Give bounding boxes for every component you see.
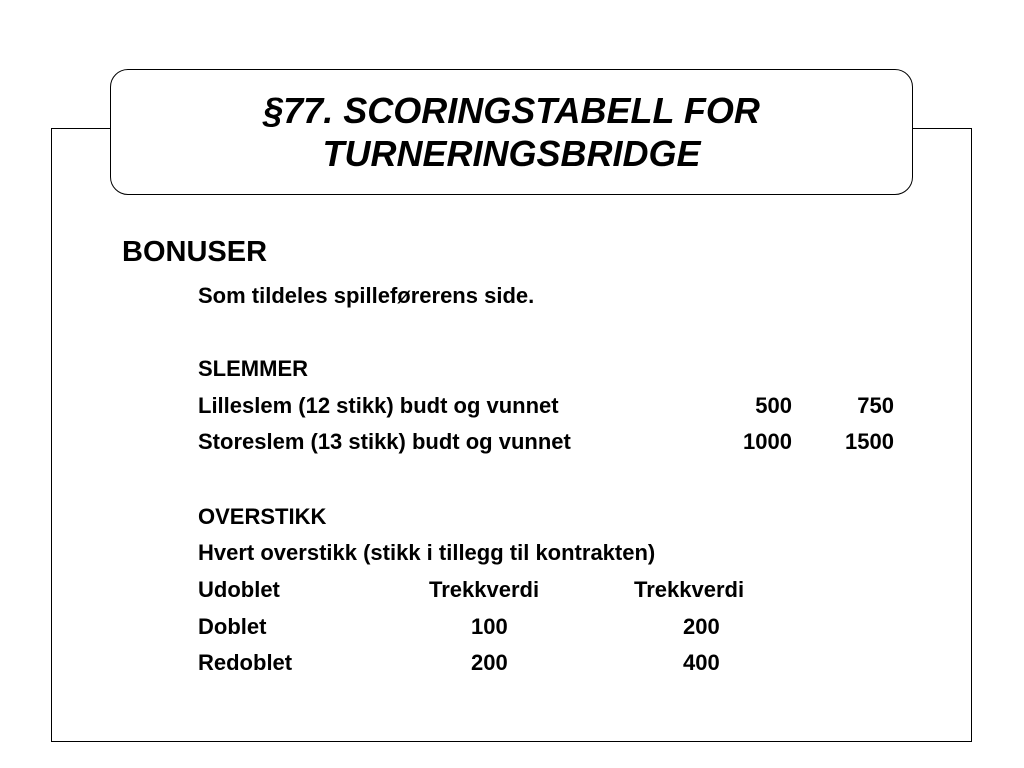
overtrick-row-value2: 400 (683, 650, 720, 675)
overtricks-heading: OVERSTIKK (198, 504, 327, 529)
slams-heading: SLEMMER (198, 356, 308, 381)
overtrick-row-value2: Trekkverdi (634, 577, 745, 602)
overtrick-row-label: Redoblet (198, 650, 293, 675)
slam-row-value1: 500 (755, 393, 792, 418)
title-line-1: §77. SCORINGSTABELL FOR (263, 90, 760, 131)
slam-row-value2: 1500 (845, 429, 894, 454)
overtricks-description: Hvert overstikk (stikk i tillegg til kontrakten) (198, 540, 656, 565)
overtrick-row-value1: 100 (471, 614, 508, 639)
overtrick-row-value1: Trekkverdi (429, 577, 540, 602)
slam-row-label: Storeslem (13 stikk) budt og vunnet (198, 429, 571, 454)
overtrick-row-value2: 200 (683, 614, 720, 639)
slam-row-value1: 1000 (743, 429, 792, 454)
title-box (110, 69, 913, 195)
slam-row-label: Lilleslem (12 stikk) budt og vunnet (198, 393, 559, 418)
bonuses-subtitle: Som tildeles spilleførerens side. (198, 283, 535, 308)
slam-row-value2: 750 (857, 393, 894, 418)
overtrick-row-label: Udoblet (198, 577, 280, 602)
overtrick-row-label: Doblet (198, 614, 267, 639)
title-line-2: TURNERINGSBRIDGE (322, 133, 701, 174)
bonuses-heading: BONUSER (122, 236, 268, 268)
overtrick-row-value1: 200 (471, 650, 508, 675)
